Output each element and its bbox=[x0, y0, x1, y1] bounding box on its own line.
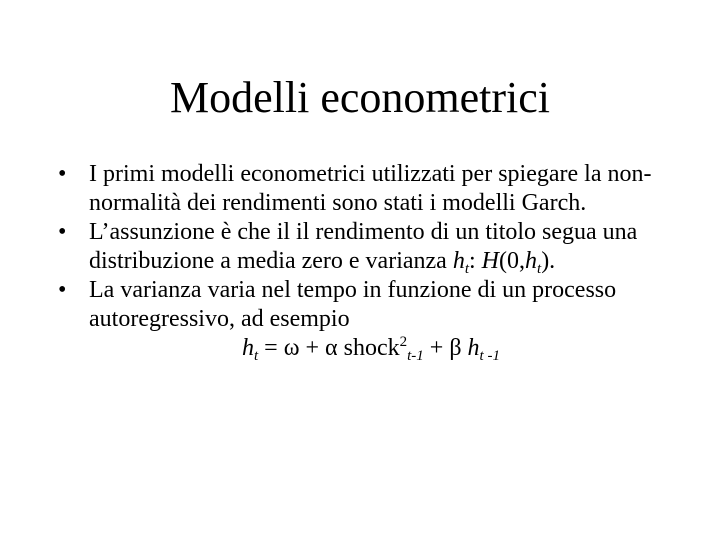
variable-h: h bbox=[525, 248, 538, 274]
garch-formula bbox=[89, 334, 674, 363]
bullet-icon: • bbox=[58, 277, 67, 303]
variable-h: h bbox=[452, 248, 465, 274]
formula-shock-sub: t-1 bbox=[407, 348, 424, 364]
formula-lhs-sub: t bbox=[254, 348, 259, 364]
bullet-text-2b: : bbox=[469, 248, 482, 274]
formula-rhs-h: h bbox=[467, 335, 480, 361]
bullet-item-2 bbox=[54, 218, 674, 276]
bullet-item-1 bbox=[54, 160, 674, 218]
formula-equals: = ω + α shock bbox=[258, 335, 400, 361]
bullet-text-3: La varianza varia nel tempo in funzione di un processo autoregressivo, ad esempio bbox=[89, 277, 617, 332]
formula-plus-beta: + β bbox=[423, 335, 468, 361]
paren-close: ). bbox=[541, 248, 556, 274]
formula-lhs-h: h bbox=[242, 335, 254, 361]
formula-sup: 2 bbox=[399, 334, 408, 350]
formula-rhs-sub: t -1 bbox=[479, 348, 500, 364]
bullet-icon: • bbox=[58, 219, 67, 245]
bullet-list bbox=[54, 160, 674, 363]
slide-title: Modelli econometrici bbox=[170, 73, 550, 122]
bullet-icon: • bbox=[58, 161, 67, 187]
subscript-t: t bbox=[537, 261, 542, 277]
subscript-t: t bbox=[464, 261, 469, 277]
bullet-text-1: I primi modelli econometrici utilizzati per spiegare la non-normalità dei rendimenti sono stati i modelli Garch. bbox=[89, 161, 652, 216]
distribution-H: H bbox=[481, 248, 500, 274]
bullet-item-3 bbox=[54, 276, 674, 363]
bullet-text-2a: L’assunzione è che il il rendimento di un titolo segua una distribuzione a media zero e varianza bbox=[89, 219, 638, 274]
paren-open: (0, bbox=[499, 248, 526, 274]
